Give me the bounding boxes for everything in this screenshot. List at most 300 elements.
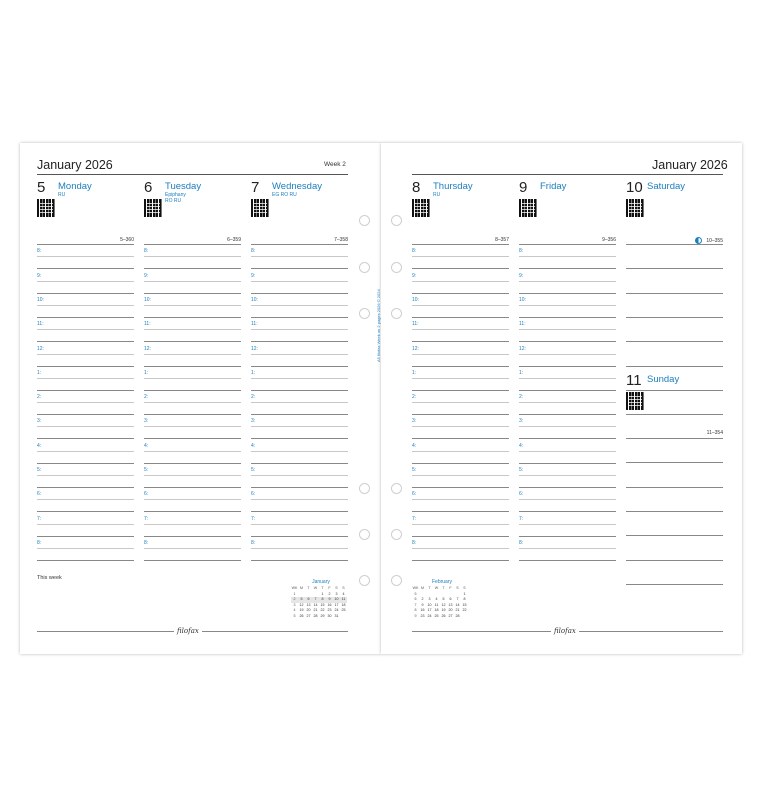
half-hour-rule <box>144 524 241 525</box>
mini-calendar-header: M <box>421 586 424 590</box>
note-rule[interactable] <box>626 584 723 585</box>
hour-label: 8: <box>251 539 256 546</box>
half-hour-rule <box>251 426 348 427</box>
hour-rule[interactable] <box>144 438 241 439</box>
half-hour-rule <box>519 402 616 403</box>
mini-calendar-grid <box>291 586 351 619</box>
half-hour-rule <box>519 451 616 452</box>
hour-label: 1: <box>251 369 256 376</box>
half-hour-rule <box>412 354 509 355</box>
hour-rule[interactable] <box>144 414 241 415</box>
edition-imprint: A5 filofax Week on 2 pages 2026 © 2024 <box>376 289 381 362</box>
mini-calendar-day: 22 <box>320 608 325 612</box>
day-number: 9 <box>519 179 528 196</box>
hour-rule[interactable] <box>251 438 348 439</box>
qr-code <box>626 199 644 217</box>
hour-rule[interactable] <box>251 487 348 488</box>
hour-label: 12: <box>519 345 526 352</box>
hour-label: 2: <box>37 394 42 401</box>
note-rule[interactable] <box>626 244 723 245</box>
week-label: Week 2 <box>324 161 346 168</box>
hour-rule[interactable] <box>519 487 616 488</box>
country-codes: RO RU <box>165 198 182 204</box>
half-hour-rule <box>412 256 509 257</box>
mini-calendar-day: 17 <box>427 608 432 612</box>
hour-rule[interactable] <box>37 268 134 269</box>
hour-rule[interactable] <box>251 390 348 391</box>
half-hour-rule <box>412 281 509 282</box>
hour-rule[interactable] <box>412 268 509 269</box>
mini-calendar-day: 21 <box>313 608 318 612</box>
mini-calendar-day: 22 <box>462 608 467 612</box>
day-of-year: 9–356 <box>602 237 616 243</box>
hour-label: 7: <box>251 515 256 522</box>
mini-calendar-week: 5 <box>293 613 296 618</box>
hour-rule[interactable] <box>144 390 241 391</box>
note-rule[interactable] <box>626 366 723 367</box>
mini-calendar-day: 28 <box>455 613 460 618</box>
hour-rule[interactable] <box>251 560 348 561</box>
note-rule[interactable] <box>626 293 723 294</box>
hour-label: 2: <box>519 394 524 401</box>
day-of-year: 6–359 <box>227 237 241 243</box>
hour-rule[interactable] <box>251 536 348 537</box>
mini-calendar-day: 20 <box>448 608 453 612</box>
hour-label: 9: <box>519 272 524 279</box>
half-hour-rule <box>251 305 348 306</box>
mini-calendar-day: 23 <box>420 613 425 618</box>
mini-calendar-day: 19 <box>299 608 304 612</box>
moon-phase-icon <box>695 237 702 244</box>
day-note: RU <box>433 192 441 198</box>
page-title: January 2026 <box>652 158 728 172</box>
mini-calendar-header: F <box>449 586 452 590</box>
hour-rule[interactable] <box>412 341 509 342</box>
hour-rule[interactable] <box>519 511 616 512</box>
note-rule[interactable] <box>626 535 723 536</box>
hour-label: 8: <box>37 539 42 546</box>
mini-calendar-day: 30 <box>327 613 332 618</box>
hour-rule[interactable] <box>412 560 509 561</box>
half-hour-rule <box>251 402 348 403</box>
half-hour-rule <box>37 524 134 525</box>
hour-rule[interactable] <box>412 511 509 512</box>
brand-logo: filofax <box>174 627 202 635</box>
note-rule[interactable] <box>626 268 723 269</box>
hour-label: 3: <box>251 418 256 425</box>
half-hour-rule <box>144 402 241 403</box>
half-hour-rule <box>412 329 509 330</box>
hour-rule[interactable] <box>37 366 134 367</box>
hour-rule[interactable] <box>251 268 348 269</box>
day-of-year-value: 10–355 <box>706 237 723 244</box>
mini-calendar-day <box>461 614 468 620</box>
hour-label: 9: <box>251 272 256 279</box>
mini-calendar-day: 23 <box>327 608 332 612</box>
hour-rule[interactable] <box>519 463 616 464</box>
mini-calendar-february <box>412 579 472 619</box>
hour-label: 11: <box>251 321 258 328</box>
half-hour-rule <box>144 305 241 306</box>
hour-label: 7: <box>144 515 149 522</box>
hour-label: 12: <box>251 345 258 352</box>
half-hour-rule <box>412 426 509 427</box>
hour-label: 8: <box>37 248 42 255</box>
mini-calendar-day: 28 <box>313 613 318 618</box>
mini-calendar-day: 15 <box>320 602 325 607</box>
half-hour-rule <box>519 499 616 500</box>
hour-rule[interactable] <box>144 487 241 488</box>
hour-rule[interactable] <box>37 487 134 488</box>
hour-rule[interactable] <box>37 390 134 391</box>
page-title: January 2026 <box>37 158 113 172</box>
half-hour-rule <box>412 475 509 476</box>
half-hour-rule <box>144 451 241 452</box>
hour-rule[interactable] <box>412 536 509 537</box>
note-rule[interactable] <box>626 487 723 488</box>
mini-calendar-month: February <box>431 579 452 585</box>
half-hour-rule <box>144 475 241 476</box>
hour-label: 12: <box>37 345 44 352</box>
hour-label: 12: <box>144 345 151 352</box>
hour-label: 3: <box>37 418 42 425</box>
hour-rule[interactable] <box>144 293 241 294</box>
hour-label: 2: <box>412 394 417 401</box>
hour-label: 1: <box>37 369 42 376</box>
day-note: RU <box>58 192 66 198</box>
hour-label: 8: <box>251 248 256 255</box>
hour-label: 6: <box>519 491 524 498</box>
hour-rule[interactable] <box>251 463 348 464</box>
hour-label: 1: <box>412 369 417 376</box>
note-rule[interactable] <box>626 317 723 318</box>
note-rule[interactable] <box>626 511 723 512</box>
day-name: Saturday <box>647 181 686 192</box>
half-hour-rule <box>251 548 348 549</box>
half-hour-rule <box>37 256 134 257</box>
mini-calendar-header: T <box>442 586 445 590</box>
mini-calendar-day: 17 <box>334 602 339 607</box>
half-hour-rule <box>519 256 616 257</box>
hour-rule[interactable] <box>519 438 616 439</box>
hour-label: 6: <box>37 491 42 498</box>
hour-rule[interactable] <box>519 390 616 391</box>
ring-hole <box>391 308 402 319</box>
note-rule[interactable] <box>626 560 723 561</box>
mini-calendar-header: W <box>313 586 318 590</box>
hour-rule[interactable] <box>37 341 134 342</box>
hour-rule[interactable] <box>412 487 509 488</box>
day-of-year <box>695 237 723 244</box>
half-hour-rule <box>251 451 348 452</box>
half-hour-rule <box>37 499 134 500</box>
mini-calendar-day: 4 <box>342 591 345 596</box>
hour-label: 2: <box>144 394 149 401</box>
half-hour-rule <box>251 329 348 330</box>
hour-rule[interactable] <box>144 463 241 464</box>
hour-rule[interactable] <box>519 317 616 318</box>
hour-rule[interactable] <box>251 293 348 294</box>
mini-calendar-day: 31 <box>334 613 339 618</box>
half-hour-rule <box>519 281 616 282</box>
note-rule[interactable] <box>626 414 723 415</box>
half-hour-rule <box>519 305 616 306</box>
hour-rule[interactable] <box>519 268 616 269</box>
note-rule[interactable] <box>626 438 723 439</box>
half-hour-rule <box>251 354 348 355</box>
day-of-year: 5–360 <box>120 237 134 243</box>
hour-label: 11: <box>519 321 526 328</box>
ring-hole <box>359 483 370 494</box>
hour-label: 5: <box>412 467 417 473</box>
mini-calendar-day: 27 <box>306 613 311 618</box>
mini-calendar-header: T <box>321 586 324 590</box>
mini-calendar-day: 25 <box>341 608 346 612</box>
hour-rule[interactable] <box>412 438 509 439</box>
hour-label: 3: <box>519 418 524 425</box>
half-hour-rule <box>37 548 134 549</box>
half-hour-rule <box>144 426 241 427</box>
half-hour-rule <box>144 378 241 379</box>
half-hour-rule <box>37 378 134 379</box>
mini-calendar-day: 4 <box>435 597 438 601</box>
hour-label: 5: <box>519 467 524 473</box>
mini-calendar-day: 15 <box>462 602 467 607</box>
half-hour-rule <box>519 548 616 549</box>
mini-calendar-day: 13 <box>448 602 453 607</box>
hour-label: 4: <box>519 442 524 449</box>
half-hour-rule <box>37 354 134 355</box>
hour-rule[interactable] <box>412 414 509 415</box>
qr-code <box>144 199 162 217</box>
hour-label: 4: <box>412 442 417 449</box>
mini-calendar-day: 10 <box>334 597 339 601</box>
day-name: Tuesday <box>165 181 202 192</box>
hour-rule[interactable] <box>144 317 241 318</box>
mini-calendar-day: 25 <box>434 613 439 618</box>
hour-rule[interactable] <box>144 268 241 269</box>
ring-hole <box>391 529 402 540</box>
mini-calendar-day: 24 <box>427 613 432 618</box>
mini-calendar-header: S <box>335 586 338 590</box>
day-rule <box>251 244 348 245</box>
hour-rule[interactable] <box>37 317 134 318</box>
ring-hole <box>391 483 402 494</box>
mini-calendar-header: M <box>300 586 303 590</box>
hour-label: 8: <box>144 248 149 255</box>
mini-calendar-january <box>291 579 351 619</box>
hour-rule[interactable] <box>251 366 348 367</box>
hour-rule[interactable] <box>251 341 348 342</box>
mini-calendar-day: 9 <box>326 597 333 603</box>
day-number: 6 <box>144 179 153 196</box>
hour-rule[interactable] <box>37 511 134 512</box>
half-hour-rule <box>144 329 241 330</box>
mini-calendar-week: 6 <box>414 597 417 601</box>
day-rule <box>519 244 616 245</box>
left-page <box>20 143 381 654</box>
hour-label: 8: <box>412 248 417 255</box>
hour-rule[interactable] <box>519 293 616 294</box>
hour-label: 1: <box>519 369 524 376</box>
half-hour-rule <box>519 329 616 330</box>
mini-calendar-day: 19 <box>441 608 446 612</box>
hour-label: 9: <box>144 272 149 279</box>
mini-calendar-day: 16 <box>327 602 332 607</box>
hour-label: 11: <box>144 321 151 328</box>
mini-calendar-week: 5 <box>414 591 417 596</box>
hour-label: 9: <box>37 272 42 279</box>
note-rule[interactable] <box>626 390 723 391</box>
day-name: Monday <box>58 181 92 192</box>
mini-calendar-day: 3 <box>428 597 431 601</box>
day-name: Friday <box>540 181 567 192</box>
mini-calendar-week: 7 <box>414 602 417 607</box>
hour-label: 6: <box>412 491 417 498</box>
mini-calendar-grid <box>412 586 472 619</box>
half-hour-rule <box>519 378 616 379</box>
hour-rule[interactable] <box>144 341 241 342</box>
mini-calendar-day <box>340 614 347 620</box>
hour-label: 7: <box>519 515 524 522</box>
half-hour-rule <box>251 475 348 476</box>
half-hour-rule <box>519 524 616 525</box>
half-hour-rule <box>144 256 241 257</box>
mini-calendar-day: 2 <box>421 597 424 601</box>
hour-rule[interactable] <box>37 463 134 464</box>
hour-rule[interactable] <box>37 438 134 439</box>
mini-calendar-month: January <box>312 579 330 585</box>
hour-rule[interactable] <box>37 293 134 294</box>
ring-hole <box>391 262 402 273</box>
hour-label: 2: <box>251 394 256 401</box>
hour-rule[interactable] <box>251 317 348 318</box>
note-rule[interactable] <box>626 341 723 342</box>
mini-calendar-week: 1 <box>293 591 296 596</box>
hour-rule[interactable] <box>412 366 509 367</box>
half-hour-rule <box>412 548 509 549</box>
hour-rule[interactable] <box>412 463 509 464</box>
day-number: 11 <box>626 372 642 389</box>
hour-rule[interactable] <box>37 536 134 537</box>
hour-rule[interactable] <box>519 366 616 367</box>
mini-calendar-day: 7 <box>456 597 459 601</box>
mini-calendar-day: 5 <box>442 597 445 601</box>
hour-label: 7: <box>37 515 42 522</box>
half-hour-rule <box>37 451 134 452</box>
mini-calendar-day: 3 <box>335 591 338 596</box>
half-hour-rule <box>251 378 348 379</box>
mini-calendar-day: 18 <box>341 602 346 607</box>
mini-calendar-header: S <box>463 586 466 590</box>
half-hour-rule <box>37 329 134 330</box>
day-of-year: 7–358 <box>334 237 348 243</box>
half-hour-rule <box>37 281 134 282</box>
mini-calendar-day: 1 <box>321 591 324 596</box>
day-rule <box>144 244 241 245</box>
half-hour-rule <box>412 524 509 525</box>
this-week-label: This week <box>37 575 62 581</box>
half-hour-rule <box>412 402 509 403</box>
half-hour-rule <box>37 475 134 476</box>
mini-calendar-day: 8 <box>463 597 466 601</box>
hour-label: 10: <box>412 296 419 303</box>
hour-rule[interactable] <box>519 560 616 561</box>
hour-rule[interactable] <box>519 536 616 537</box>
mini-calendar-header: WK <box>412 586 419 590</box>
hour-label: 5: <box>144 467 149 473</box>
qr-code <box>37 199 55 217</box>
mini-calendar-week: 2 <box>291 597 298 603</box>
half-hour-rule <box>251 524 348 525</box>
half-hour-rule <box>251 256 348 257</box>
hour-rule[interactable] <box>251 414 348 415</box>
hour-rule[interactable] <box>412 293 509 294</box>
day-number: 7 <box>251 179 260 196</box>
hour-rule[interactable] <box>519 414 616 415</box>
mini-calendar-day: 6 <box>305 597 312 603</box>
half-hour-rule <box>144 548 241 549</box>
mini-calendar-day: 13 <box>306 602 311 607</box>
mini-calendar-day: 7 <box>312 597 319 603</box>
hour-rule[interactable] <box>519 341 616 342</box>
qr-code <box>251 199 269 217</box>
hour-rule[interactable] <box>144 536 241 537</box>
hour-label: 3: <box>412 418 417 425</box>
hour-label: 7: <box>412 515 417 522</box>
hour-rule[interactable] <box>144 366 241 367</box>
hour-label: 9: <box>412 272 417 279</box>
day-number: 8 <box>412 179 421 196</box>
mini-calendar-week: 3 <box>293 602 296 607</box>
hour-label: 12: <box>412 345 419 352</box>
hour-label: 4: <box>251 442 256 449</box>
half-hour-rule <box>144 499 241 500</box>
mini-calendar-header: S <box>342 586 345 590</box>
hour-label: 4: <box>37 442 42 449</box>
hour-label: 10: <box>144 296 151 303</box>
mini-calendar-day: 26 <box>441 613 446 618</box>
mini-calendar-day: 1 <box>463 591 466 596</box>
hour-rule[interactable] <box>37 560 134 561</box>
mini-calendar-week: 8 <box>414 608 417 612</box>
mini-calendar-header: S <box>456 586 459 590</box>
half-hour-rule <box>412 499 509 500</box>
right-page <box>381 143 742 654</box>
hour-rule[interactable] <box>412 390 509 391</box>
hour-rule[interactable] <box>144 560 241 561</box>
hour-rule[interactable] <box>144 511 241 512</box>
hour-rule[interactable] <box>412 317 509 318</box>
note-rule[interactable] <box>626 462 723 463</box>
hour-rule[interactable] <box>251 511 348 512</box>
day-note: EG RO RU <box>272 192 297 198</box>
ring-hole <box>359 529 370 540</box>
mini-calendar-day: 29 <box>320 613 325 618</box>
mini-calendar-day: 5 <box>298 597 305 603</box>
mini-calendar-day: 14 <box>313 602 318 607</box>
mini-calendar-day: 6 <box>449 597 452 601</box>
half-hour-rule <box>519 426 616 427</box>
header-rule <box>412 174 723 175</box>
hour-rule[interactable] <box>37 414 134 415</box>
ring-hole <box>359 215 370 226</box>
qr-code <box>626 392 644 410</box>
mini-calendar-week: 4 <box>293 608 296 612</box>
mini-calendar-day: 21 <box>455 608 460 612</box>
half-hour-rule <box>37 426 134 427</box>
half-hour-rule <box>519 354 616 355</box>
